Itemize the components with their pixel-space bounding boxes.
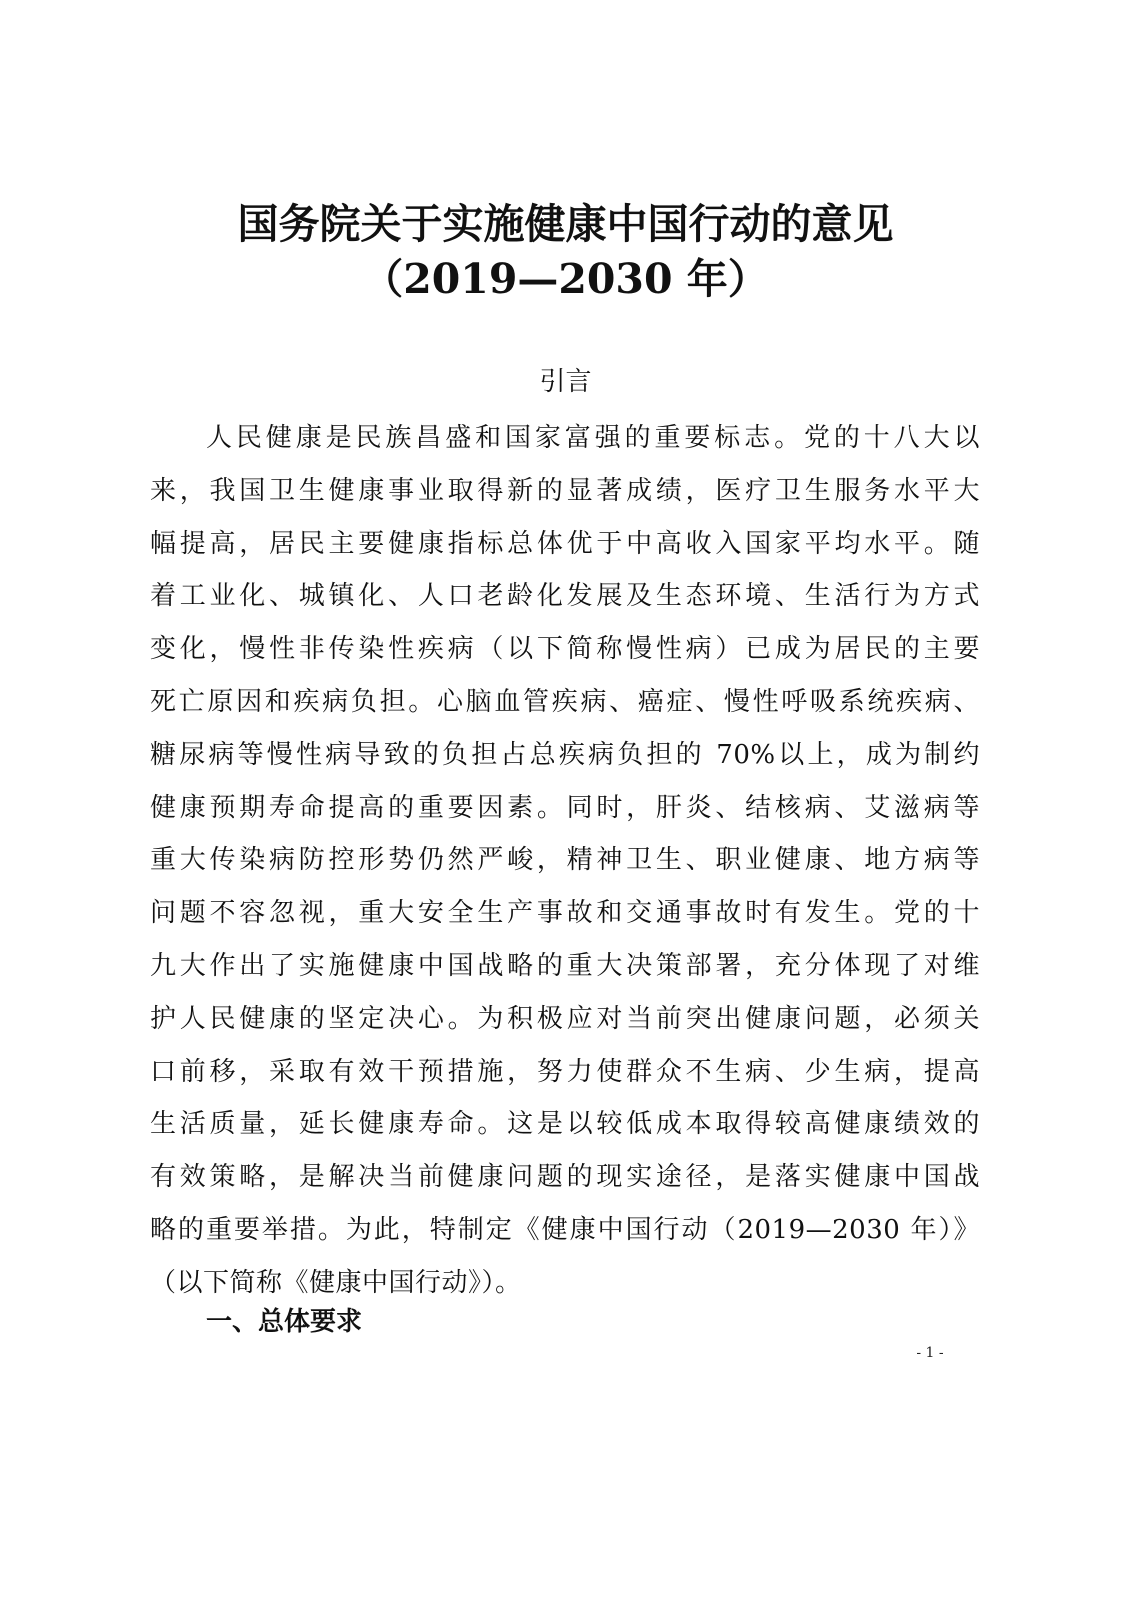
paragraph-line: 着工业化、城镇化、人口老龄化发展及生态环境、生活行为方式	[150, 581, 980, 612]
paragraph-line: 变化，慢性非传染性疾病（以下简称慢性病）已成为居民的主要	[150, 634, 980, 665]
paragraph-line: 来，我国卫生健康事业取得新的显著成绩，医疗卫生服务水平大	[150, 475, 980, 506]
paragraph-line: 生活质量，延长健康寿命。这是以较低成本取得较高健康绩效的	[150, 1109, 980, 1140]
paragraph-line: 健康预期寿命提高的重要因素。同时，肝炎、结核病、艾滋病等	[150, 792, 980, 823]
paragraph-line: 略的重要举措。为此，特制定《健康中国行动（2019—2030 年）》	[150, 1214, 980, 1245]
subheading-general-requirements: 一、总体要求	[206, 1307, 363, 1337]
paragraph-line: 九大作出了实施健康中国战略的重大决策部署，充分体现了对维	[150, 950, 980, 981]
introduction-paragraph	[150, 412, 980, 1310]
document-title-years: （2019—2030 年）	[362, 255, 769, 303]
paragraph-line: 死亡原因和疾病负担。心脑血管疾病、癌症、慢性呼吸系统疾病、	[150, 686, 980, 717]
paragraph-line: 有效策略，是解决当前健康问题的现实途径，是落实健康中国战	[150, 1162, 980, 1193]
document-title: 国务院关于实施健康中国行动的意见	[237, 200, 894, 248]
page-number: - 1 -	[916, 1345, 944, 1361]
section-heading-introduction: 引言	[539, 367, 592, 397]
paragraph-line: （以下简称《健康中国行动》）。	[150, 1267, 522, 1298]
paragraph-line: 问题不容忽视，重大安全生产事故和交通事故时有发生。党的十	[150, 898, 980, 929]
paragraph-line: 糖尿病等慢性病导致的负担占总疾病负担的 70%以上，成为制约	[150, 739, 980, 770]
paragraph-line: 护人民健康的坚定决心。为积极应对当前突出健康问题，必须关	[150, 1003, 980, 1034]
paragraph-line: 口前移，采取有效干预措施，努力使群众不生病、少生病，提高	[150, 1056, 980, 1087]
paragraph-line: 幅提高，居民主要健康指标总体优于中高收入国家平均水平。随	[150, 528, 980, 559]
paragraph-line: 人民健康是民族昌盛和国家富强的重要标志。党的十八大以	[206, 423, 980, 453]
paragraph-line: 重大传染病防控形势仍然严峻，精神卫生、职业健康、地方病等	[150, 845, 980, 876]
